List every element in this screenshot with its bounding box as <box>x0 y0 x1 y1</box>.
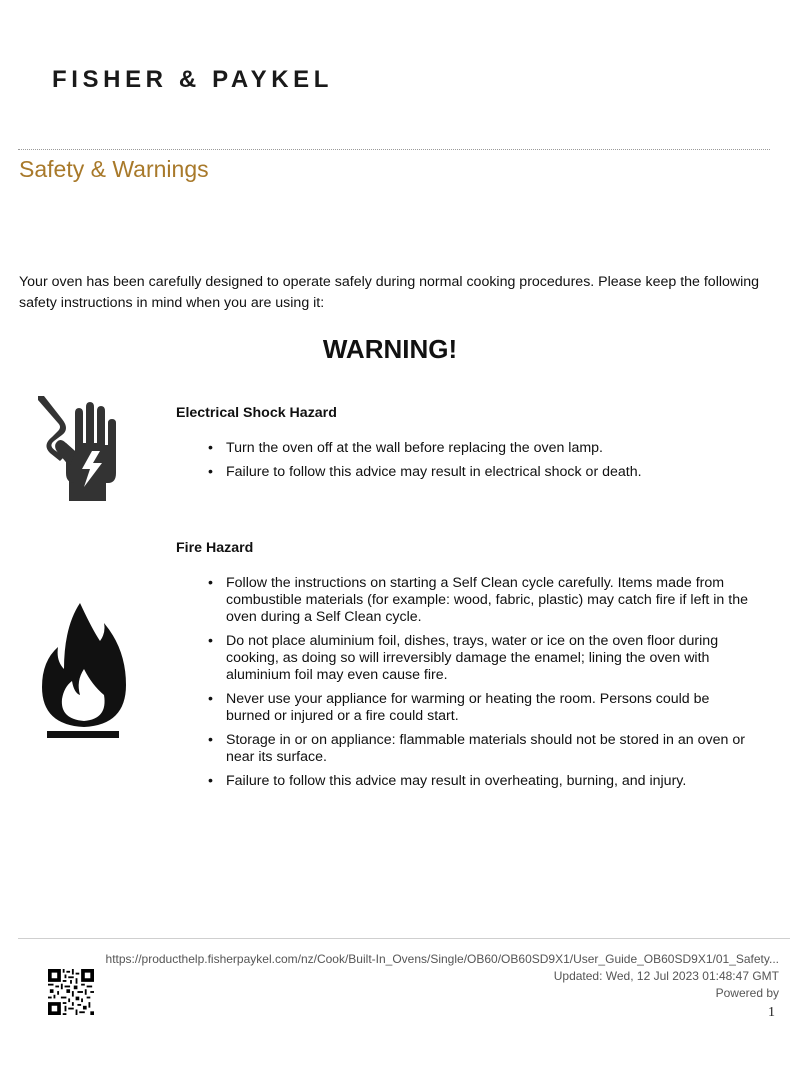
page-title: Safety & Warnings <box>19 156 209 182</box>
electrical-shock-hand-icon <box>30 393 124 503</box>
page-number: 1 <box>768 1005 775 1020</box>
intro-paragraph: Your oven has been carefully designed to operate safely during normal cooking procedures. Please keep the following safety instructions in mind when you are using it: <box>19 274 760 311</box>
updated-timestamp: Updated: Wed, 12 Jul 2023 01:48:47 GMT <box>553 969 779 983</box>
source-url-link[interactable]: https://producthelp.fisherpaykel.com/nz/Cook/Built-In_Ovens/Single/OB60/OB60SD9X1/User_Guide_OB60SD9X1/01_Safety... <box>105 952 779 966</box>
warning-heading: WARNING! <box>322 334 458 364</box>
electrical-shock-heading: Electrical Shock Hazard <box>176 405 337 421</box>
list-item: • Failure to follow this advice may result in overheating, burning, and injury. <box>207 773 755 790</box>
fire-hazard-bullet-list <box>207 575 755 797</box>
header-divider <box>18 149 770 150</box>
brand-logo: FISHER & PAYKEL <box>52 66 334 93</box>
list-item: • Follow the instructions on starting a Self Clean cycle carefully. Items made from combustible materials (for example: wood, fabric, plastic) may catch fire if left in the oven during a Self Clean cycle. <box>207 575 755 626</box>
electrical-shock-bullet-list <box>207 440 755 488</box>
list-item: • Do not place aluminium foil, dishes, trays, water or ice on the oven floor during cooking, as doing so will irreversibly damage the enamel; lining the oven with aluminium foil may even cause fire. <box>207 633 755 684</box>
list-item: • Failure to follow this advice may result in electrical shock or death. <box>207 464 755 481</box>
list-item: • Storage in or on appliance: flammable materials should not be stored in an oven or near its surface. <box>207 732 755 766</box>
list-item: • Turn the oven off at the wall before replacing the oven lamp. <box>207 440 755 457</box>
flame-icon <box>34 603 134 743</box>
powered-by-text: Powered by <box>715 986 779 1000</box>
qr-code-icon <box>48 969 94 1015</box>
list-item: • Never use your appliance for warming or heating the room. Persons could be burned or injured or a fire could start. <box>207 691 755 725</box>
footer-divider <box>18 938 790 939</box>
fire-hazard-heading: Fire Hazard <box>176 540 254 556</box>
